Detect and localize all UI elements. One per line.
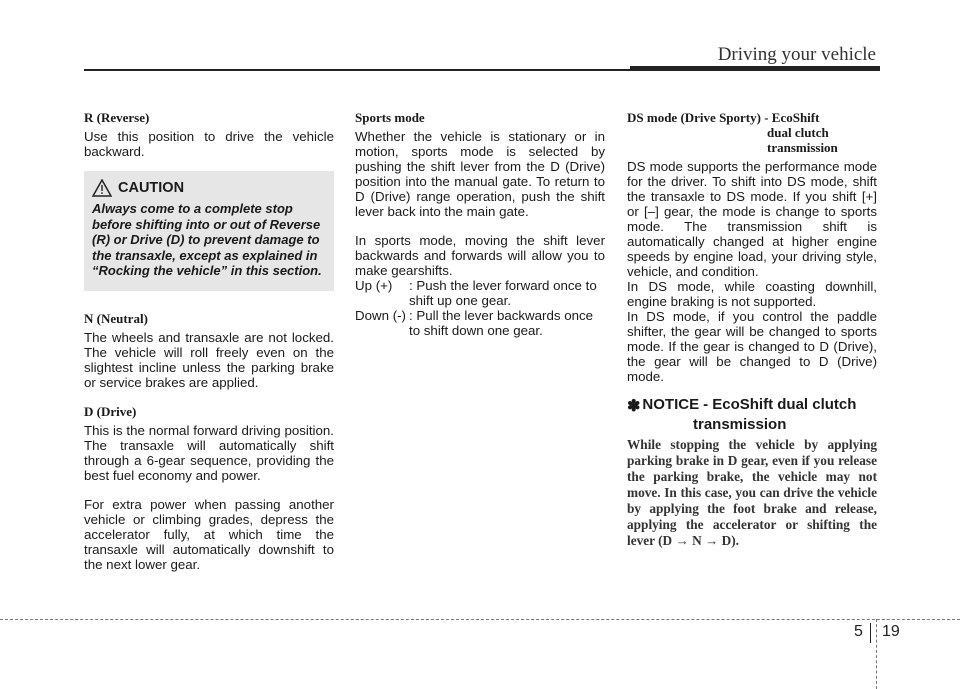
- shift-up-desc: : Push the lever forward once to shift up one gear.: [409, 278, 597, 308]
- header-rule-accent: [630, 66, 880, 71]
- neutral-heading: N (Neutral): [84, 310, 148, 326]
- caution-header: [92, 179, 324, 197]
- caution-label: CAUTION: [118, 180, 185, 196]
- shift-down-desc: : Pull the lever backwards once to shift down one gear.: [409, 308, 594, 338]
- shift-up-row: [355, 278, 605, 308]
- notice-title-line1: - EcoShift dual clutch: [703, 396, 857, 413]
- ds-heading: [627, 110, 877, 155]
- ds-heading-line2: dual clutch: [767, 125, 829, 140]
- footer-rule: [0, 619, 960, 620]
- column-left: [84, 110, 334, 572]
- neutral-text: The wheels and transaxle are not locked. The vehicle will roll freely even on the slightest incline unless the parking brake or service brakes are applied.: [84, 329, 334, 390]
- reverse-heading: R (Reverse): [84, 110, 150, 125]
- notice-title-line2: transmission: [693, 416, 787, 433]
- drive-text-1: This is the normal forward driving position. The transaxle will automatically shift through a 6-gear sequence, providing the best fuel economy and power.: [84, 422, 334, 483]
- footer-vertical-rule: [876, 619, 877, 689]
- column-right: [627, 110, 877, 549]
- sports-heading: Sports mode: [355, 110, 425, 125]
- notice-text: While stopping the vehicle by applying parking brake in D gear, even if you release the parking brake, the vehicle may not move. In this case, you can drive the vehicle by applying the foot brake and release, applying the accelerator or shifting the lever (D → N → D).: [627, 437, 877, 548]
- section-header-title: Driving your vehicle: [717, 44, 876, 65]
- chapter-number: 5: [854, 623, 863, 640]
- notice-star-icon: ✽: [627, 398, 641, 415]
- warning-triangle-icon: [92, 179, 112, 197]
- page-number-separator: [870, 623, 871, 643]
- page-number: 19: [882, 623, 900, 640]
- reverse-text: Use this position to drive the vehicle backward.: [84, 129, 334, 159]
- sports-text-1: Whether the vehicle is stationary or in motion, sports mode is selected by pushing the shift lever from the D (Drive) position into the manual gate. To return to D (Drive) range operation, push the shift lever back into the main gate.: [355, 129, 605, 219]
- shift-down-row: [355, 308, 605, 338]
- caution-text: Always come to a complete stop before shifting into or out of Reverse (R) or Drive (D) to prevent damage to the transaxle, except as explained in “Rocking the vehicle” in this section.: [92, 201, 322, 278]
- ds-heading-line1: DS mode (Drive Sporty) - EcoShift: [627, 110, 820, 125]
- shift-up-key: Up (+): [355, 278, 393, 293]
- caution-box: [84, 171, 334, 291]
- drive-text-2: For extra power when passing another vehicle or climbing grades, depress the accelerator fully, at which time the transaxle will automatically downshift to the next lower gear.: [84, 496, 334, 572]
- drive-heading: D (Drive): [84, 403, 137, 419]
- notice-label: NOTICE: [642, 396, 700, 413]
- ds-text: DS mode supports the performance mode for the driver. To shift into DS mode, shift the transaxle to DS mode. If you shift [+] or [–] gear, the mode is change to sports mode. The transmission shift is automatically changed at higher engine speeds by engine load, your driving style, vehicle, and condition. In DS mode, while coasting downhill, engine braking is not supported. In DS mode, if you control the paddle shifter, the gear will be changed to sports mode. If the gear is changed to D (Drive), the gear will be changed to D (Drive) mode.: [627, 159, 877, 384]
- ds-heading-line3: transmission: [767, 140, 838, 155]
- column-middle: [355, 110, 605, 338]
- notice-header: [627, 396, 877, 416]
- sports-text-2: In sports mode, moving the shift lever backwards and forwards will allow you to make gearshifts.: [355, 233, 605, 278]
- shift-down-key: Down (-): [355, 308, 406, 323]
